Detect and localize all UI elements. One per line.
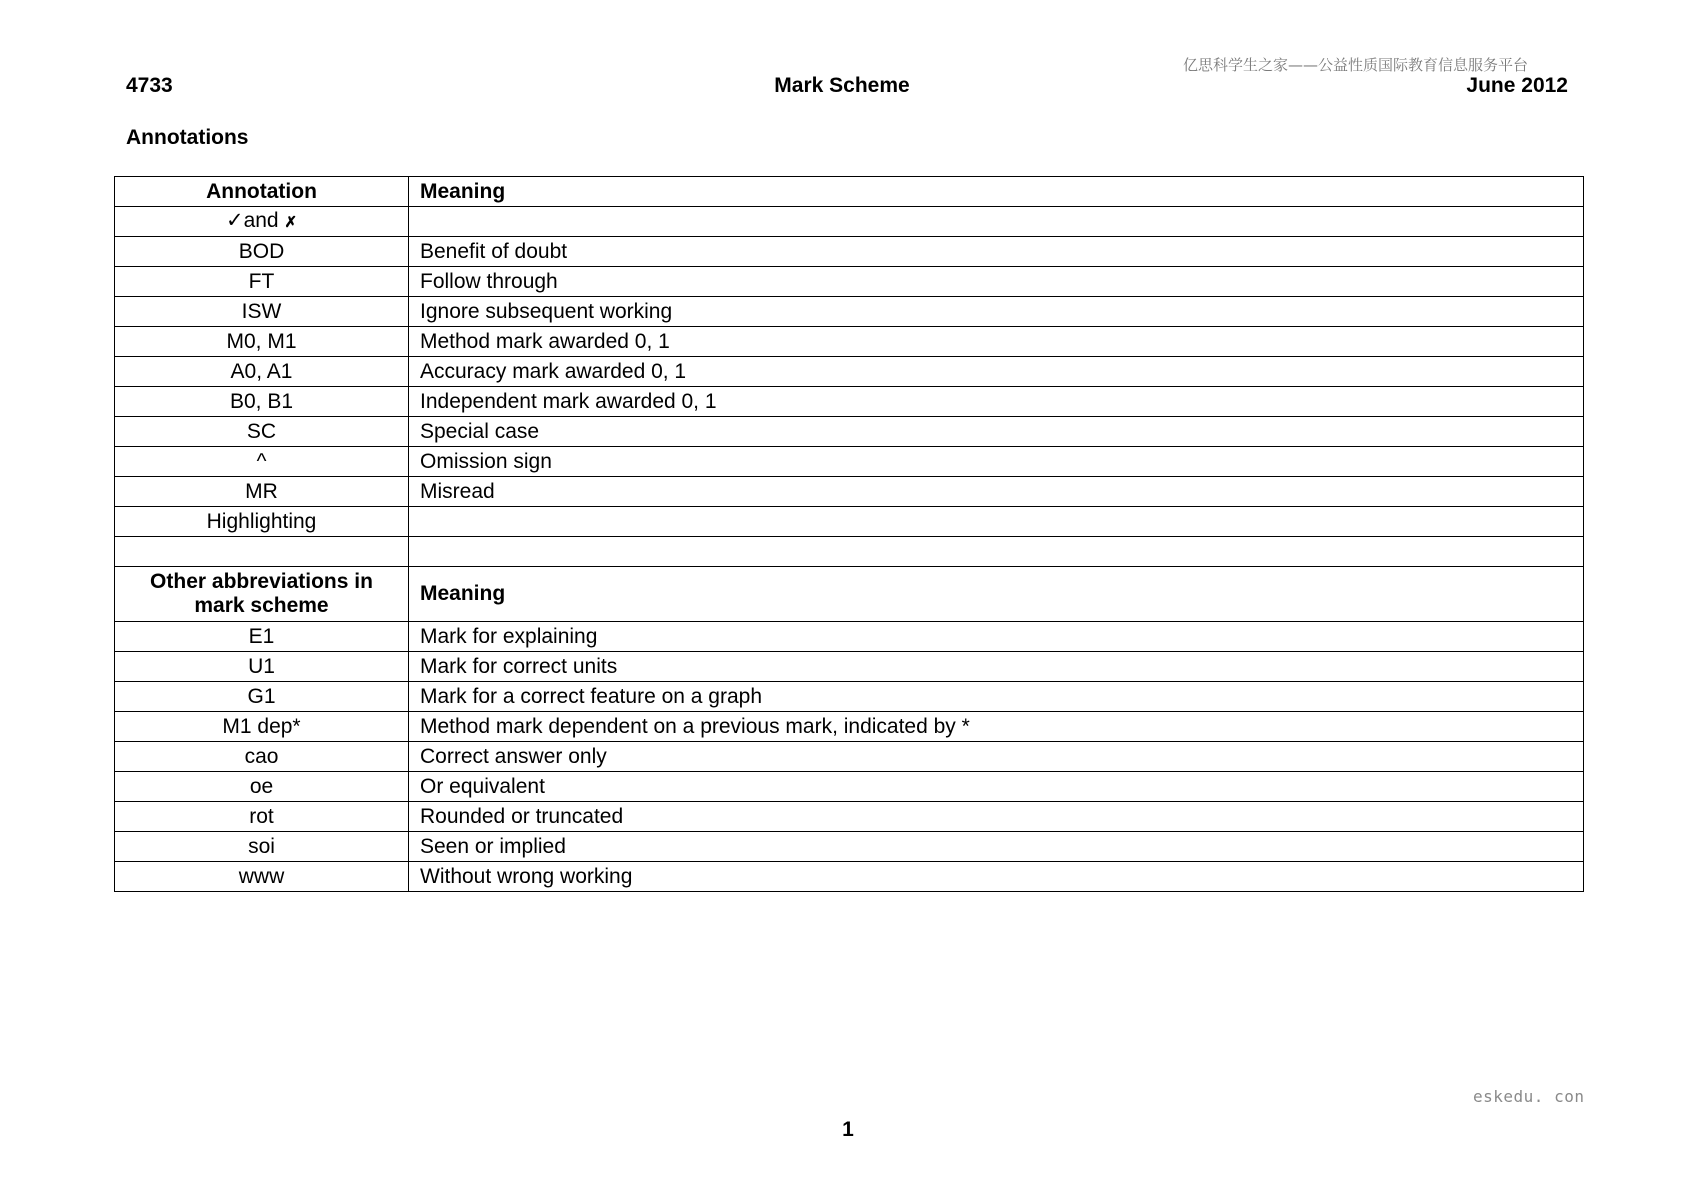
annotation-cell: rot	[115, 802, 409, 832]
watermark-bottom: eskedu. con	[1473, 1087, 1585, 1106]
exam-date: June 2012	[1466, 74, 1568, 97]
table-header-row	[115, 177, 1584, 207]
meaning-cell: Independent mark awarded 0, 1	[409, 387, 1584, 417]
section-heading: Annotations	[126, 126, 249, 149]
meaning-cell: Accuracy mark awarded 0, 1	[409, 357, 1584, 387]
annotation-cell: B0, B1	[115, 387, 409, 417]
table-row-tick-cross	[115, 207, 1584, 237]
empty-cell	[409, 537, 1584, 567]
tick-icon: ✓	[225, 208, 244, 232]
annotation-cell: FT	[115, 267, 409, 297]
annotation-cell: G1	[115, 682, 409, 712]
annotation-cell: SC	[115, 417, 409, 447]
tick-cross-cell	[115, 207, 409, 237]
annotation-cell: soi	[115, 832, 409, 862]
meaning-cell: Rounded or truncated	[409, 802, 1584, 832]
table-row	[115, 237, 1584, 267]
cross-icon: ✗	[284, 213, 298, 231]
meaning-cell: Meaning	[409, 567, 1584, 622]
table-row-empty	[115, 537, 1584, 567]
table-row	[115, 832, 1584, 862]
annotation-cell: BOD	[115, 237, 409, 267]
table-row	[115, 507, 1584, 537]
table-row	[115, 802, 1584, 832]
table-row	[115, 652, 1584, 682]
annotation-cell: www	[115, 862, 409, 892]
meaning-cell: Benefit of doubt	[409, 237, 1584, 267]
table-row	[115, 477, 1584, 507]
annotation-cell: M1 dep*	[115, 712, 409, 742]
table-subheader-row	[115, 567, 1584, 622]
document-title: Mark Scheme	[774, 74, 910, 97]
annotation-cell: A0, A1	[115, 357, 409, 387]
annotation-cell: cao	[115, 742, 409, 772]
table-row	[115, 327, 1584, 357]
table-row	[115, 297, 1584, 327]
meaning-cell: Correct answer only	[409, 742, 1584, 772]
page-number: 1	[842, 1118, 854, 1141]
column-header-annotation: Annotation	[115, 177, 409, 207]
table-row	[115, 742, 1584, 772]
annotations-table	[114, 176, 1584, 892]
meaning-cell	[409, 507, 1584, 537]
meaning-cell: Special case	[409, 417, 1584, 447]
annotation-cell: MR	[115, 477, 409, 507]
table-row	[115, 772, 1584, 802]
annotation-cell: Other abbreviations in mark scheme	[115, 567, 409, 622]
empty-cell	[115, 537, 409, 567]
meaning-cell: Mark for explaining	[409, 622, 1584, 652]
table-row	[115, 622, 1584, 652]
table-row	[115, 387, 1584, 417]
watermark-top: 亿思科学生之家——公益性质国际教育信息服务平台	[1183, 56, 1529, 74]
annotation-cell: oe	[115, 772, 409, 802]
meaning-cell: Mark for a correct feature on a graph	[409, 682, 1584, 712]
table-row	[115, 267, 1584, 297]
annotation-cell: U1	[115, 652, 409, 682]
paper-code: 4733	[126, 74, 173, 97]
column-header-meaning: Meaning	[409, 177, 1584, 207]
meaning-cell: Without wrong working	[409, 862, 1584, 892]
meaning-cell: Misread	[409, 477, 1584, 507]
annotation-cell: ^	[115, 447, 409, 477]
table-row	[115, 417, 1584, 447]
meaning-cell: Or equivalent	[409, 772, 1584, 802]
table-row	[115, 712, 1584, 742]
annotation-cell: Highlighting	[115, 507, 409, 537]
table-row	[115, 357, 1584, 387]
table-row	[115, 862, 1584, 892]
annotation-cell: E1	[115, 622, 409, 652]
table-row	[115, 447, 1584, 477]
meaning-cell: Follow through	[409, 267, 1584, 297]
meaning-cell: Seen or implied	[409, 832, 1584, 862]
meaning-cell: Omission sign	[409, 447, 1584, 477]
annotation-cell: M0, M1	[115, 327, 409, 357]
meaning-cell: Method mark awarded 0, 1	[409, 327, 1584, 357]
tick-cross-meaning	[409, 207, 1584, 237]
annotation-cell: ISW	[115, 297, 409, 327]
tick-cross-and: and	[243, 208, 279, 232]
meaning-cell: Mark for correct units	[409, 652, 1584, 682]
meaning-cell: Ignore subsequent working	[409, 297, 1584, 327]
table-row	[115, 682, 1584, 712]
meaning-cell: Method mark dependent on a previous mark, indicated by *	[409, 712, 1584, 742]
